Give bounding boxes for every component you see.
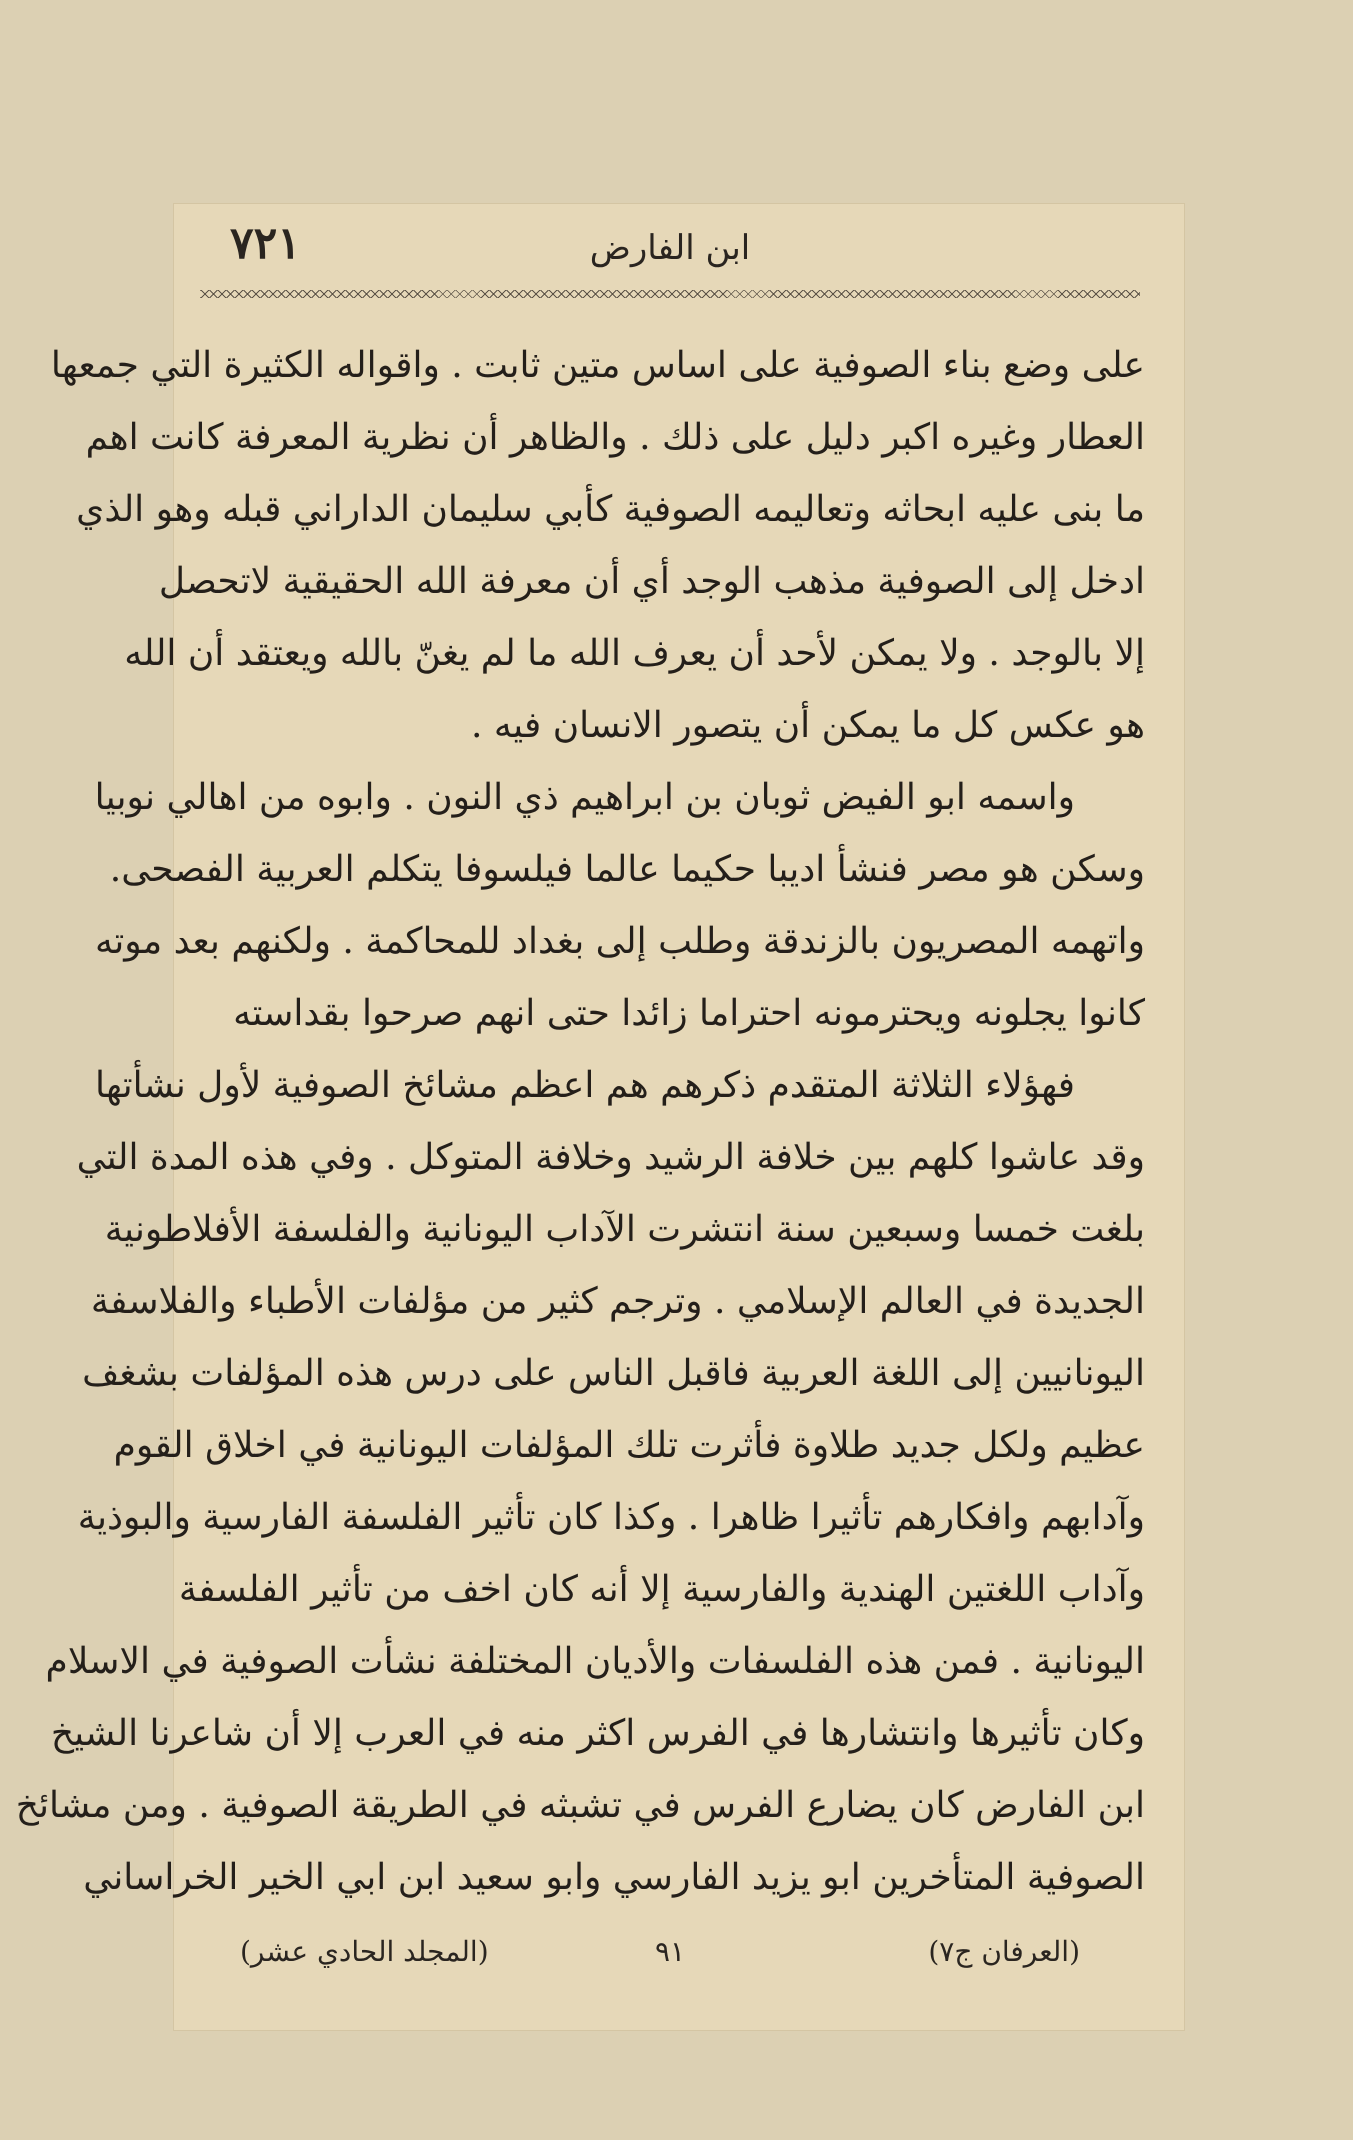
page-footer — [200, 1935, 1140, 1985]
text-line: فهؤلاء الثلاثة المتقدم ذكرهم هم اعظم مشائخ الصوفية لأول نشأتها — [95, 1065, 1075, 1106]
text-line: واتهمه المصريون بالزندقة وطلب إلى بغداد للمحاكمة . ولكنهم بعد موته — [94, 921, 1145, 962]
journal-issue: (العرفان ج٧) — [928, 1935, 1080, 1968]
text-line: اليونانية . فمن هذه الفلسفات والأديان المختلفة نشأت الصوفية في الاسلام — [45, 1641, 1145, 1682]
text-line: ما بنى عليه ابحاثه وتعاليمه الصوفية كأبي سليمان الداراني قبله وهو الذي — [76, 489, 1145, 530]
text-line: ابن الفارض كان يضارع الفرس في تشبثه في الطريقة الصوفية . ومن مشائخ — [15, 1785, 1145, 1826]
text-line: هو عكس كل ما يمكن أن يتصور الانسان فيه . — [470, 705, 1145, 746]
text-line: اليونانيين إلى اللغة العربية فاقبل الناس على درس هذه المؤلفات بشغف — [82, 1353, 1145, 1394]
text-line: كانوا يجلونه ويحترمونه احتراما زائدا حتى انهم صرحوا بقداسته — [233, 993, 1145, 1034]
text-line: وقد عاشوا كلهم بين خلافة الرشيد وخلافة المتوكل . وفي هذه المدة التي — [76, 1137, 1145, 1178]
text-line: وآدابهم وافكارهم تأثيرا ظاهرا . وكذا كان تأثير الفلسفة الفارسية والبوذية — [77, 1497, 1145, 1538]
page-number: ٧٢١ — [230, 218, 301, 269]
paragraph — [50, 330, 1145, 762]
article-body — [15, 330, 1145, 1914]
text-line: واسمه ابو الفيض ثوبان بن ابراهيم ذي النون . وابوه من اهالي نوبيا — [94, 777, 1075, 818]
volume-label: (المجلد الحادي عشر) — [240, 1935, 489, 1968]
text-line: الصوفية المتأخرين ابو يزيد الفارسي وابو سعيد ابن ابي الخير الخراساني — [83, 1857, 1145, 1898]
text-line: وكان تأثيرها وانتشارها في الفرس اكثر منه في العرب إلا أن شاعرنا الشيخ — [50, 1713, 1145, 1754]
running-title: ابن الفارض — [589, 228, 751, 268]
text-line: على وضع بناء الصوفية على اساس متين ثابت . واقواله الكثيرة التي جمعها — [50, 345, 1145, 386]
folio-number: ٩١ — [654, 1935, 686, 1968]
text-line: العطار وغيره اكبر دليل على ذلك . والظاهر أن نظرية المعرفة كانت اهم — [85, 417, 1145, 458]
text-line: ادخل إلى الصوفية مذهب الوجد أي أن معرفة الله الحقيقية لاتحصل — [158, 561, 1145, 602]
text-line: وآداب اللغتين الهندية والفارسية إلا أنه كان اخف من تأثير الفلسفة — [178, 1569, 1145, 1610]
text-line: إلا بالوجد . ولا يمكن لأحد أن يعرف الله ما لم يغنّ بالله ويعتقد أن الله — [124, 633, 1145, 674]
text-line: وسكن هو مصر فنشأ اديبا حكيما عالما فيلسوفا يتكلم العربية الفصحى. — [109, 849, 1145, 890]
paragraph — [94, 762, 1145, 1050]
page-header — [200, 218, 1140, 278]
text-line: بلغت خمسا وسبعين سنة انتشرت الآداب اليونانية والفلسفة الأفلاطونية — [104, 1209, 1145, 1250]
paragraph — [15, 1050, 1145, 1914]
text-line: عظيم ولكل جديد طلاوة فأثرت تلك المؤلفات اليونانية في اخلاق القوم — [113, 1425, 1145, 1466]
header-divider — [200, 290, 1140, 298]
text-line: الجديدة في العالم الإسلامي . وترجم كثير من مؤلفات الأطباء والفلاسفة — [90, 1281, 1145, 1322]
